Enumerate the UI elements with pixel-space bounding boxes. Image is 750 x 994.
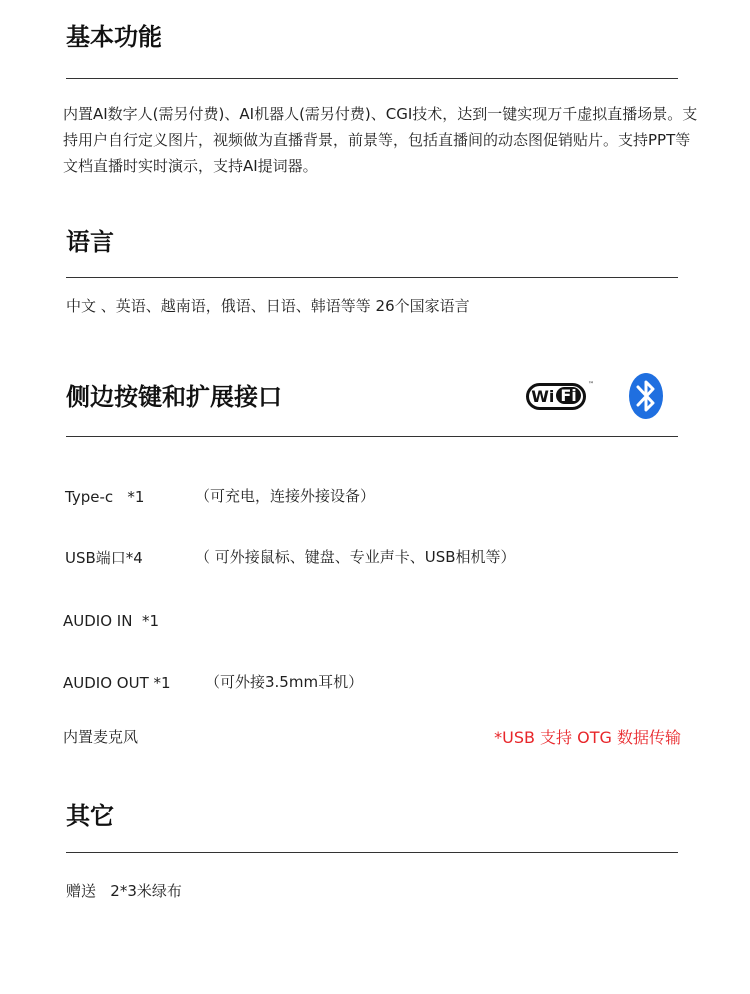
port-audio-out-name: AUDIO OUT *1 [63, 674, 171, 692]
usb-otg-note: *USB 支持 OTG 数据传输 [494, 728, 681, 747]
wifi-logo-text-wi: Wi [531, 387, 555, 406]
port-type-c-name: Type-c *1 [65, 488, 145, 506]
port-type-c-desc: （可充电，连接外接设备） [195, 487, 376, 505]
divider-ports [66, 436, 678, 437]
language-list: 中文 、英语、越南语，俄语、日语、韩语等等 26个国家语言 [66, 297, 470, 315]
divider-other [66, 852, 678, 853]
wifi-logo-icon [526, 383, 586, 410]
port-audio-out-desc: （可外接3.5mm耳机） [205, 673, 364, 691]
divider-basic [66, 78, 678, 79]
port-usb-name: USB端口*4 [65, 549, 143, 567]
section-title-language: 语言 [66, 228, 114, 256]
gift-item: 赠送 2*3米绿布 [66, 882, 182, 900]
basic-features-paragraph: 内置AI数字人(需另付费)、AI机器人(需另付费)、CGI技术，达到一键实现万千虚拟直播场景。支持用户自行定义图片，视频做为直播背景，前景等，包括直播间的动态图促销贴片。支持PPT等文档直播时实时演示，支持AI提词器。 [63, 105, 698, 175]
port-audio-in-name: AUDIO IN *1 [63, 612, 160, 630]
wifi-logo-text-fi: Fi [556, 387, 580, 404]
section-title-basic: 基本功能 [66, 23, 162, 51]
section-title-other: 其它 [66, 802, 114, 830]
builtin-microphone: 内置麦克风 [63, 728, 139, 746]
divider-language [66, 277, 678, 278]
section-title-ports: 侧边按键和扩展接口 [66, 383, 282, 411]
port-usb-desc: （ 可外接鼠标、键盘、专业声卡、USB相机等） [195, 548, 516, 566]
wifi-trademark: ™ [588, 381, 594, 388]
bluetooth-icon [628, 372, 664, 420]
